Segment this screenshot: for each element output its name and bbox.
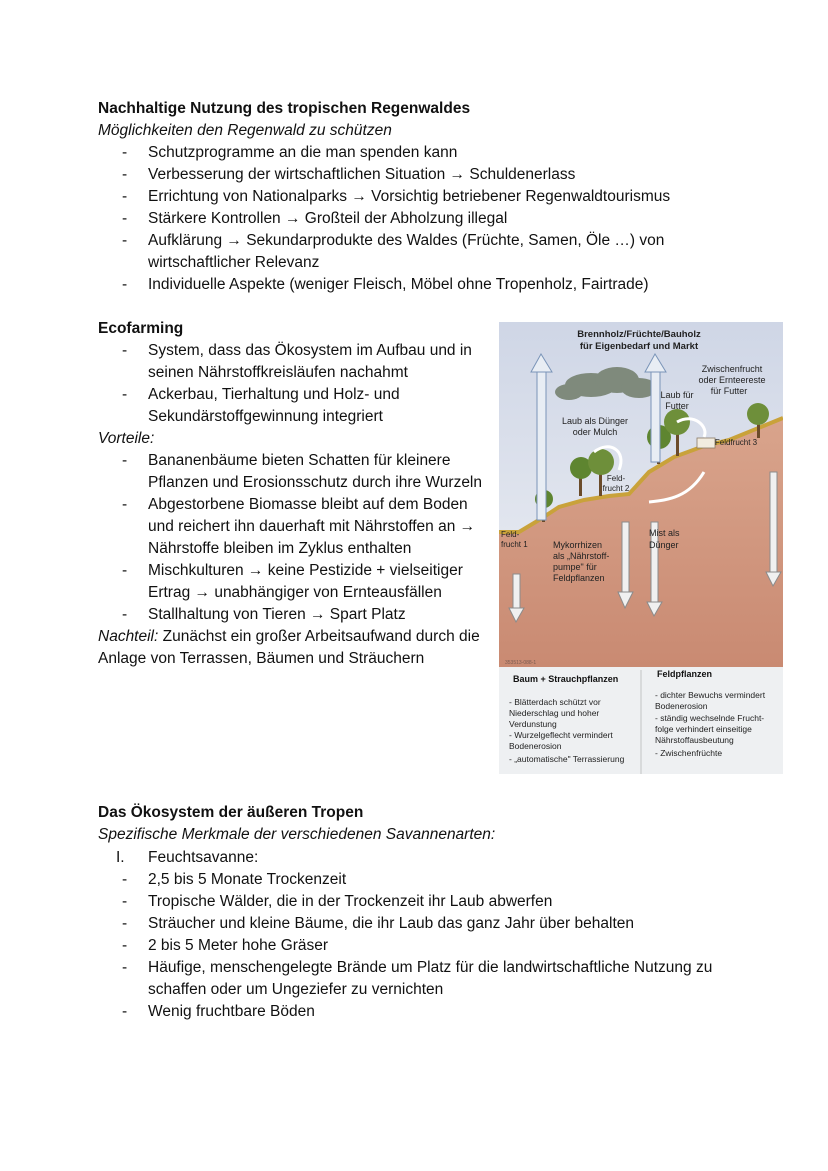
legend-item-baum: Niederschlag und hoher — [509, 708, 600, 718]
list-item-continuation: Ertrag → unabhängiger von Ernteausfällen — [148, 584, 442, 601]
legend-item-baum: Bodenerosion — [509, 741, 562, 751]
list-item: Aufklärung → Sekundarprodukte des Waldes (Früchte, Samen, Öle …) von — [148, 232, 665, 249]
legend-item-feld: Nährstoffausbeutung — [655, 735, 734, 745]
vorteile-label: Vorteile: — [98, 430, 155, 447]
list-item-continuation: Nährstoffe bleiben im Zyklus enthalten — [148, 540, 412, 557]
list-item-continuation: seinen Nährstoffkreisläufen nachahmt — [148, 364, 408, 381]
section-subtitle-schutz: Möglichkeiten den Regenwald zu schützen — [98, 122, 392, 139]
list-item: 2 bis 5 Meter hohe Gräser — [148, 937, 329, 954]
legend-item-baum: - Blätterdach schützt vor — [509, 697, 601, 707]
nachteil-label: Nachteil: — [98, 628, 159, 645]
section-title-ecofarming: Ecofarming — [98, 320, 184, 337]
legend-heading-baum: Baum + Strauchpflanzen — [513, 674, 619, 684]
list-item: Verbesserung der wirtschaftlichen Situation → Schuldenerlass — [148, 166, 576, 183]
legend-item-baum: Verdunstung — [509, 719, 557, 729]
list-item-continuation: Sekundärstoffgewinnung integriert — [148, 408, 383, 425]
section-title-regenwald: Nachhaltige Nutzung des tropischen Regenwaldes — [98, 100, 471, 117]
list-item: Schutzprogramme an die man spenden kann — [148, 144, 458, 161]
bullet-dash: - — [122, 496, 128, 513]
label-laub-futter-1: Laub für — [660, 390, 694, 400]
diagram-title-line-2: für Eigenbedarf und Markt — [579, 341, 699, 352]
list-item: Abgestorbene Biomasse bleibt auf dem Boden — [148, 496, 468, 513]
nachteil-text-continuation: Anlage von Terrassen, Bäumen und Sträuchern — [98, 650, 425, 667]
list-item-continuation: und reichert ihn dauerhaft mit Nährstoffen an → — [148, 518, 476, 535]
list-item: Mischkulturen → keine Pestizide + vielseitiger — [148, 562, 463, 579]
bullet-dash: - — [122, 871, 128, 888]
legend-item-baum: - „automatische" Terrassierung — [509, 754, 625, 764]
label-zwischenfrucht-2: oder Ernteereste — [698, 375, 766, 385]
bullet-dash: - — [122, 606, 128, 623]
list-item: Stallhaltung von Tieren → Spart Platz — [148, 606, 406, 623]
legend-item-feld: - ständig wechselnde Frucht- — [655, 713, 765, 723]
bullet-dash: - — [122, 232, 128, 249]
label-feldfrucht-2b: frucht 2 — [602, 484, 630, 493]
label-feldfrucht-2a: Feld- — [606, 474, 626, 483]
bullet-dash: - — [122, 915, 128, 932]
legend-item-feld: - dichter Bewuchs vermindert — [655, 690, 766, 700]
list-item: Tropische Wälder, die in der Trockenzeit ihr Laub abwerfen — [148, 893, 553, 910]
figure-code: 353513-088-1 — [505, 660, 537, 666]
bullet-dash: - — [122, 893, 128, 910]
list-item: System, dass das Ökosystem im Aufbau und in — [148, 342, 472, 359]
legend-item-feld: Bodenerosion — [655, 701, 708, 711]
bullet-dash: - — [122, 562, 128, 579]
bullet-dash: - — [122, 210, 128, 227]
bullet-dash: - — [122, 144, 128, 161]
list-item: Bananenbäume bieten Schatten für kleinere — [148, 452, 451, 469]
label-laub-duenger-2: oder Mulch — [572, 427, 618, 437]
label-mykorrhizen-1: Mykorrhizen — [553, 540, 603, 550]
nachteil-line — [98, 628, 480, 646]
label-zwischenfrucht-1: Zwischenfrucht — [701, 364, 763, 374]
label-zwischenfrucht-3: für Futter — [710, 386, 748, 396]
label-laub-futter-2: Futter — [665, 401, 689, 411]
list-item: Sträucher und kleine Bäume, die ihr Laub das ganz Jahr über behalten — [148, 915, 634, 932]
list-item-continuation: wirtschaftlicher Relevanz — [148, 254, 320, 271]
nachteil-text: Zunächst ein großer Arbeitsaufwand durch die — [158, 628, 480, 645]
list-item-continuation: schaffen oder um Ungeziefer zu vernichten — [148, 981, 444, 998]
label-feldfrucht-1a: Feld- — [501, 530, 520, 539]
list-item: Ackerbau, Tierhaltung und Holz- und — [148, 386, 400, 403]
list-item: Häufige, menschengelegte Brände um Platz für die landwirtschaftliche Nutzung zu — [148, 959, 713, 976]
ecofarming-diagram — [499, 322, 783, 774]
bullet-dash: - — [122, 452, 128, 469]
legend-item-feld: folge verhindert einseitige — [655, 724, 752, 734]
label-mykorrhizen-4: Feldpflanzen — [553, 573, 605, 583]
section-subtitle-savannen: Spezifische Merkmale der verschiedenen Savannenarten: — [98, 826, 496, 843]
label-mykorrhizen-2: als „Nährstoff- — [553, 551, 610, 561]
label-feldfrucht-1b: frucht 1 — [501, 540, 528, 549]
label-mist-2: Dünger — [649, 540, 679, 550]
bullet-dash: - — [122, 959, 128, 976]
list-item: Stärkere Kontrollen → Großteil der Abholzung illegal — [148, 210, 508, 227]
list-item-continuation: Pflanzen und Erosionsschutz durch ihre Wurzeln — [148, 474, 482, 491]
label-feldfrucht-3: Feldfrucht 3 — [714, 438, 758, 447]
bullet-dash: - — [122, 1003, 128, 1020]
list-item: Individuelle Aspekte (weniger Fleisch, Möbel ohne Tropenholz, Fairtrade) — [148, 276, 649, 293]
label-mist-1: Mist als — [649, 528, 680, 538]
bullet-dash: - — [122, 166, 128, 183]
bullet-dash: - — [122, 342, 128, 359]
legend-item-baum: - Wurzelgeflecht vermindert — [509, 730, 613, 740]
legend-item-feld: - Zwischenfrüchte — [655, 748, 723, 758]
list-item: Wenig fruchtbare Böden — [148, 1003, 315, 1020]
bullet-dash: - — [122, 276, 128, 293]
bullet-dash: - — [122, 386, 128, 403]
label-laub-duenger-1: Laub als Dünger — [561, 416, 629, 426]
label-mykorrhizen-3: pumpe" für — [553, 562, 597, 572]
section-title-tropen: Das Ökosystem der äußeren Tropen — [98, 804, 364, 821]
bullet-dash: - — [122, 937, 128, 954]
bullet-dash: - — [122, 188, 128, 205]
diagram-title-line-1: Brennholz/Früchte/Bauholz — [577, 329, 701, 340]
list-item: Errichtung von Nationalparks → Vorsichtig betriebener Regenwaldtourismus — [148, 188, 671, 205]
legend-heading-feld: Feldpflanzen — [657, 669, 713, 679]
list-item: 2,5 bis 5 Monate Trockenzeit — [148, 871, 347, 888]
roman-numeral: I. — [116, 849, 125, 866]
roman-item-label: Feuchtsavanne: — [148, 849, 259, 866]
